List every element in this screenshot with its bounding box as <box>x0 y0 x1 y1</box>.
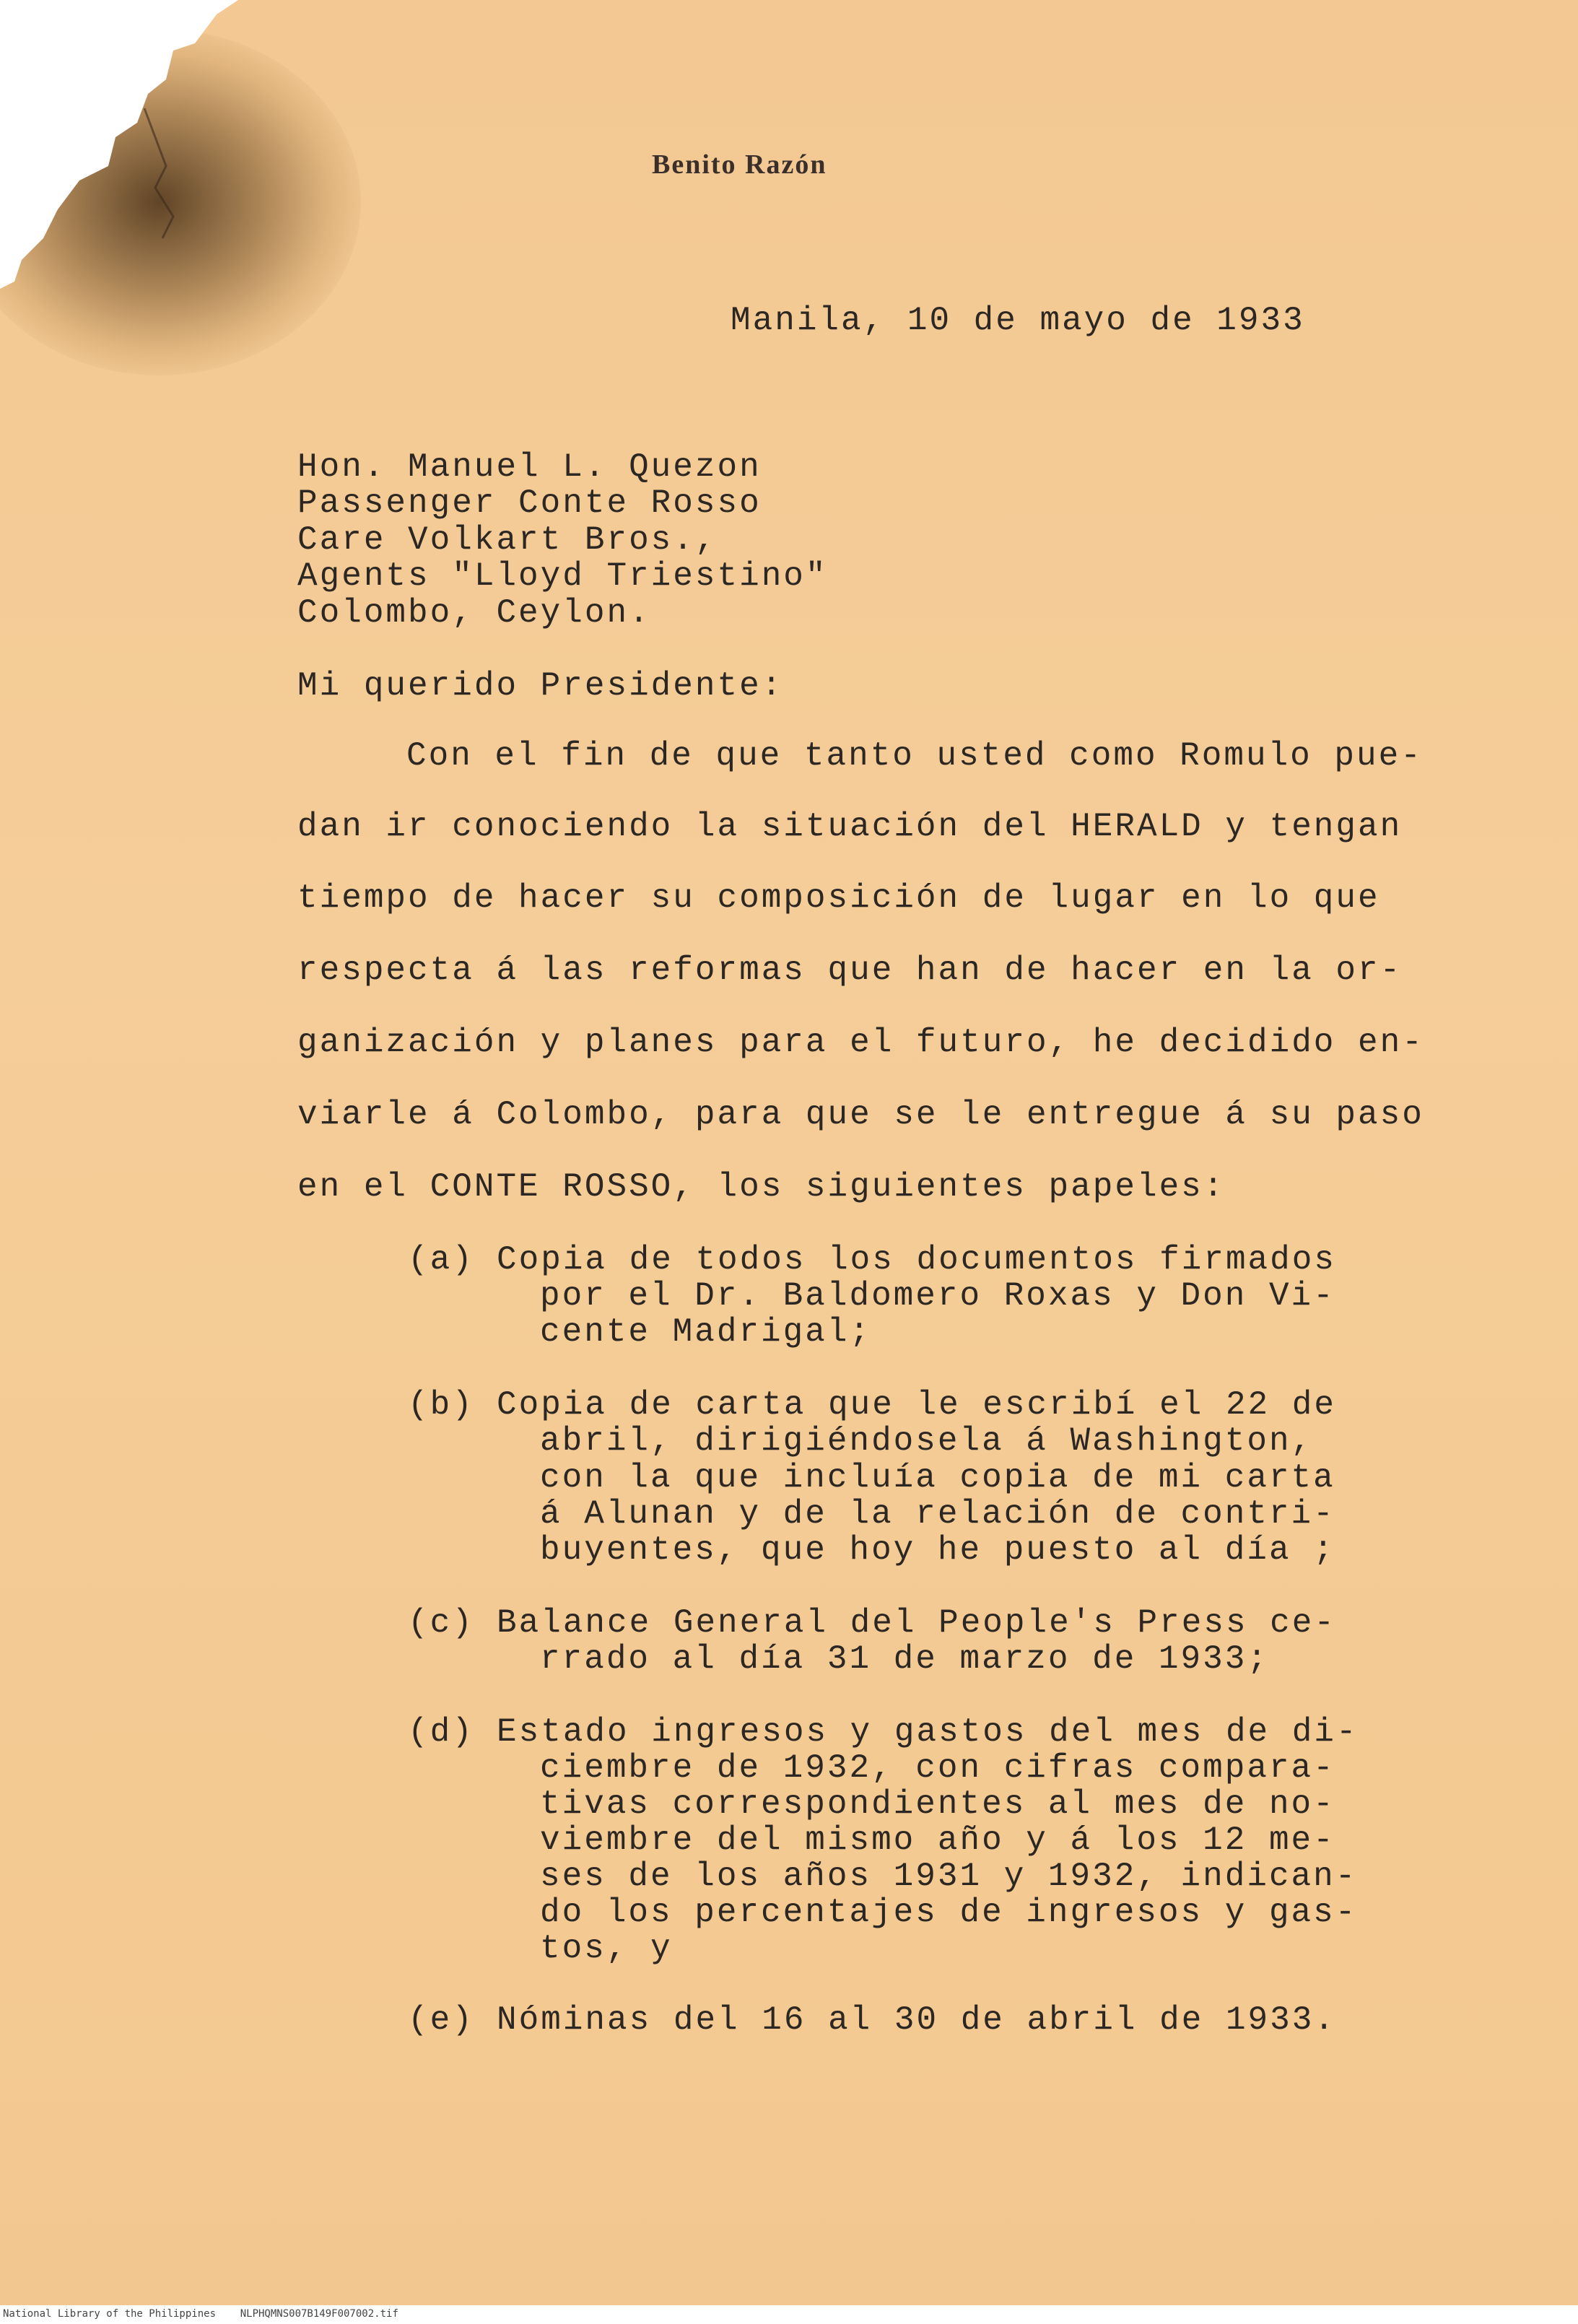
item-line: Copia de todos los documentos firmados <box>497 1241 1336 1279</box>
footer-caption: National Library of the Philippines NLPHQMNS007B149F007002.tif <box>3 2308 398 2320</box>
salutation: Mi querido Presidente: <box>297 667 784 705</box>
address-line: Care Volkart Bros., <box>297 521 718 559</box>
item-line: Nóminas del 16 al 30 de abril de 1933. <box>497 2001 1336 2039</box>
item-line: á Alunan y de la relación de contri- <box>540 1495 1335 1533</box>
item-label: (b) <box>408 1386 474 1424</box>
scan-footer <box>0 2305 1578 2324</box>
letterhead: Benito Razón <box>652 149 827 180</box>
item-line: Balance General del People's Press ce- <box>497 1604 1336 1642</box>
body-line: viarle á Colombo, para que se le entregue á su paso <box>297 1096 1424 1133</box>
date-line: Manila, 10 de mayo de 1933 <box>731 302 1305 339</box>
address-line: Colombo, Ceylon. <box>297 594 651 632</box>
body-line: Con el fin de que tanto usted como Romulo pue- <box>406 737 1423 775</box>
body-line: ganización y planes para el futuro, he decidido en- <box>297 1024 1424 1061</box>
item-line: do los percentajes de ingresos y gas- <box>540 1894 1358 1931</box>
item-line: viembre del mismo año y á los 12 me- <box>540 1822 1335 1859</box>
body-line: respecta á las reformas que han de hacer en la or- <box>297 952 1403 989</box>
item-label: (c) <box>408 1604 474 1642</box>
address-line: Agents "Lloyd Triestino" <box>297 557 828 595</box>
body-line: dan ir conociendo la situación del HERALD y tengan <box>297 808 1403 845</box>
item-line: con la que incluía copia de mi carta <box>540 1459 1335 1497</box>
item-line: cente Madrigal; <box>540 1313 872 1351</box>
body-line: tiempo de hacer su composición de lugar en lo que <box>297 879 1380 917</box>
torn-corner <box>0 0 260 303</box>
item-line: rrado al día 31 de marzo de 1933; <box>540 1640 1269 1678</box>
item-line: tos, y <box>540 1930 673 1967</box>
item-line: ses de los años 1931 y 1932, indican- <box>540 1858 1358 1895</box>
item-line: Copia de carta que le escribí el 22 de <box>497 1386 1336 1424</box>
address-line: Passenger Conte Rosso <box>297 484 762 522</box>
item-line: buyentes, que hoy he puesto al día ; <box>540 1531 1335 1569</box>
item-line: tivas correspondientes al mes de no- <box>540 1785 1335 1823</box>
item-line: por el Dr. Baldomero Roxas y Don Vi- <box>540 1277 1335 1315</box>
address-line: Hon. Manuel L. Quezon <box>297 448 762 486</box>
body-line: en el CONTE ROSSO, los siguientes papeles: <box>297 1168 1226 1206</box>
item-line: Estado ingresos y gastos del mes de di- <box>497 1713 1359 1751</box>
item-label: (a) <box>408 1241 474 1279</box>
item-label: (e) <box>408 2001 474 2039</box>
item-label: (d) <box>408 1713 474 1751</box>
item-line: abril, dirigiéndosela á Washington, <box>540 1422 1314 1460</box>
item-line: ciembre de 1932, con cifras compara- <box>540 1749 1335 1787</box>
